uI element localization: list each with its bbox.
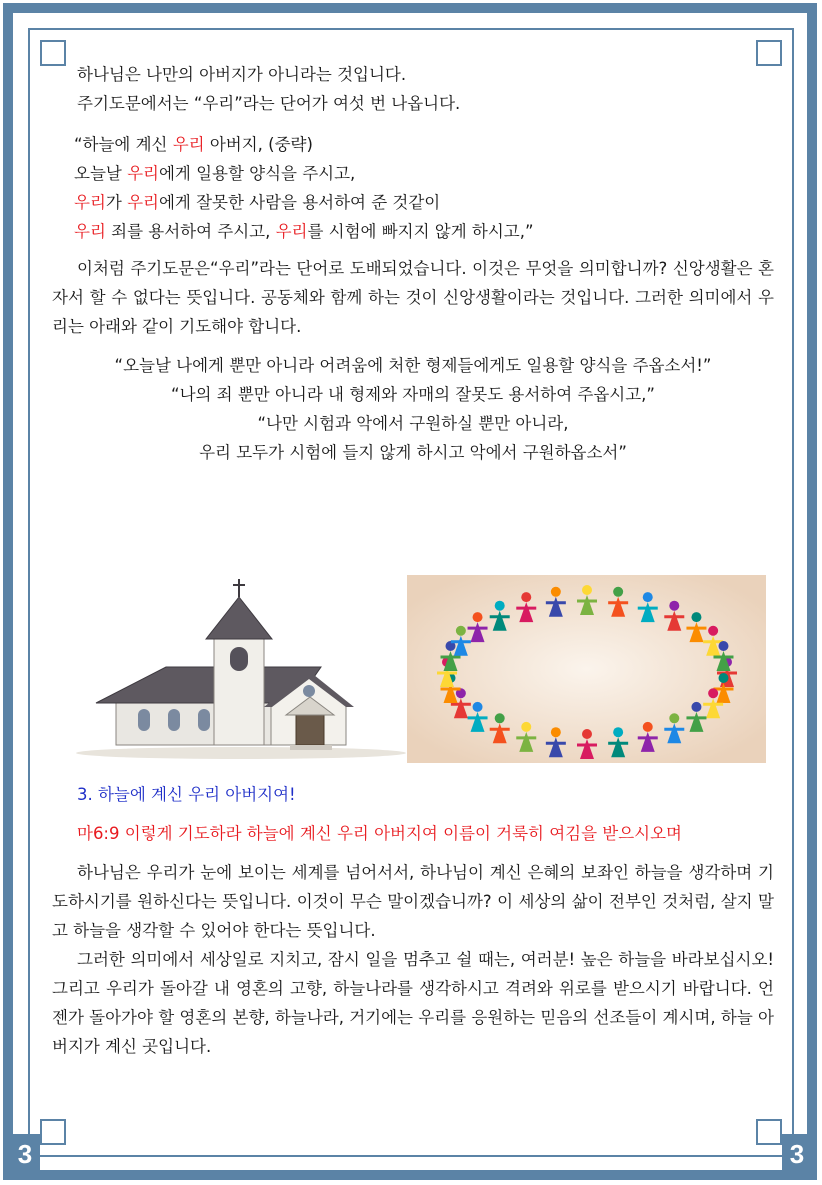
quote-line: “나만 시험과 악에서 구원하실 뿐만 아니라, <box>257 414 569 433</box>
prayer-line: 우리가 우리에게 잘못한 사람을 용서하여 준 것같이 <box>74 193 441 212</box>
highlight-word: 우리 <box>74 222 106 241</box>
illustrations <box>76 575 766 765</box>
prayer-line: 우리 죄를 용서하여 주시고, 우리를 시험에 빠지지 않게 하시고,” <box>74 222 534 241</box>
paragraph-line: 주기도문에서는 “우리”라는 단어가 여섯 번 나옵니다. <box>77 94 461 113</box>
prayer-quotes <box>52 351 774 467</box>
page-content <box>52 60 774 467</box>
paragraph-line: 하나님은 나만의 아버지가 아니라는 것입니다. <box>77 65 407 84</box>
highlight-word: 우리 <box>127 193 159 212</box>
highlight-word: 우리 <box>127 164 159 183</box>
frame-corner-bottom-right <box>756 1119 782 1145</box>
quote-line: 우리 모두가 시험에 들지 않게 하시고 악에서 구원하옵소서” <box>199 443 627 462</box>
highlight-word: 우리 <box>275 222 308 241</box>
prayer-line: “하늘에 계신 우리 아버지, (중략) <box>74 135 313 154</box>
paragraph-community: 이처럼 주기도문은“우리”라는 단어로 도배되었습니다. 이것은 무엇을 의미합니까? 신앙생활은 혼자서 할 수 없다는 뜻입니다. 공동체와 함께 하는 것이 신앙생활이라는 것입니다. 그러한 의미에서 우리는 아래와 같이 기도해야 합니다. <box>52 259 774 336</box>
church-illustration <box>76 575 406 761</box>
frame-corner-bottom-left <box>40 1119 66 1145</box>
people-circle-illustration <box>407 575 766 763</box>
page-number-left: 3 <box>10 1134 40 1174</box>
quote-line: “오늘날 나에게 뿐만 아니라 어려움에 처한 형제들에게도 일용할 양식을 주옵소서!” <box>114 356 712 375</box>
lords-prayer-excerpt <box>52 130 774 246</box>
bible-verse: 마6:9 이렇게 기도하라 하늘에 계신 우리 아버지여 이름이 거룩히 여김을 받으시오며 <box>77 824 682 843</box>
paragraph-encouragement: 그러한 의미에서 세상일로 지치고, 잠시 일을 멈추고 쉴 때는, 여러분! 높은 하늘을 바라보십시오! 그리고 우리가 돌아갈 내 영혼의 고향, 하늘나라를 생각하시고 격려와 위로를 받으시기 바랍니다. 언젠가 돌아가야 할 영혼의 본향, 하늘나라, 거기에는 우리를 응원하는 믿음의 선조들이 계시며, 하늘 아버지가 계신 곳입니다. <box>52 950 774 1056</box>
quote-line: “나의 죄 뿐만 아니라 내 형제와 자매의 잘못도 용서하여 주옵시고,” <box>171 385 655 404</box>
page-content-lower <box>52 780 774 1061</box>
paragraph-heaven: 하나님은 우리가 눈에 보이는 세계를 넘어서서, 하나님이 계신 은혜의 보좌인 하늘을 생각하며 기도하시기를 원하신다는 뜻입니다. 이것이 무슨 말이겠습니까? 이 세상의 삶이 전부인 것처럼, 살지 말고 하늘을 생각할 수 있어야 한다는 뜻입니다. <box>52 863 774 940</box>
section-heading: 3. 하늘에 계신 우리 아버지여! <box>77 785 296 804</box>
page-number-right: 3 <box>782 1134 812 1174</box>
highlight-word: 우리 <box>172 135 205 154</box>
highlight-word: 우리 <box>74 193 106 212</box>
prayer-line: 오늘날 우리에게 일용할 양식을 주시고, <box>74 164 356 183</box>
